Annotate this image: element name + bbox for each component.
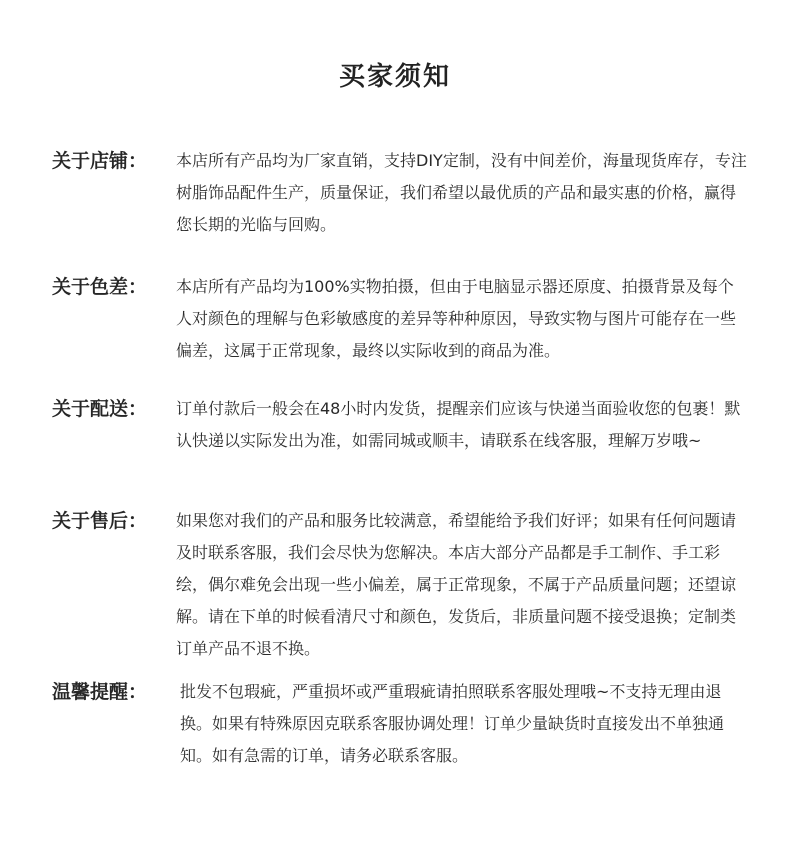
section-body: 本店所有产品均为100%实物拍摄，但由于电脑显示器还原度、拍摄背景及每个人对颜色的理解与色彩敏感度的差异等种种原因，导致实物与图片可能存在一些偏差，这属于正常现象，最终以实际收到的商品为准。 <box>176 277 737 360</box>
page-title: 买家须知 <box>338 62 451 92</box>
section-label: 关于店铺： <box>52 150 148 172</box>
section-body: 订单付款后一般会在48小时内发货，提醒亲们应该与快递当面验收您的包裹！默认快递以实际发出为准，如需同城或顺丰，请联系在线客服，理解万岁哦~ <box>176 399 741 450</box>
section-body: 如果您对我们的产品和服务比较满意，希望能给予我们好评；如果有任何问题请及时联系客服，我们会尽快为您解决。本店大部分产品都是手工制作、手工彩绘，偶尔难免会出现一些小偏差，属于正常现象，不属于产品质量问题；还望谅解。请在下单的时候看清尺寸和颜色，发货后，非质量问题不接受退换；定制类订单产品不退不换。 <box>176 511 737 658</box>
section-body: 批发不包瑕疵，严重损坏或严重瑕疵请拍照联系客服处理哦~不支持无理由退换。如果有特殊原因克联系客服协调处理！订单少量缺货时直接发出不单独通知。如有急需的订单，请务必联系客服。 <box>180 682 725 765</box>
section-label: 关于售后： <box>52 510 148 532</box>
section-label: 温馨提醒： <box>52 681 148 703</box>
section-label: 关于配送： <box>52 398 148 420</box>
section-label: 关于色差： <box>52 276 148 298</box>
section-body: 本店所有产品均为厂家直销，支持DIY定制，没有中间差价，海量现货库存，专注树脂饰品配件生产，质量保证，我们希望以最优质的产品和最实惠的价格，赢得您长期的光临与回购。 <box>176 151 747 234</box>
